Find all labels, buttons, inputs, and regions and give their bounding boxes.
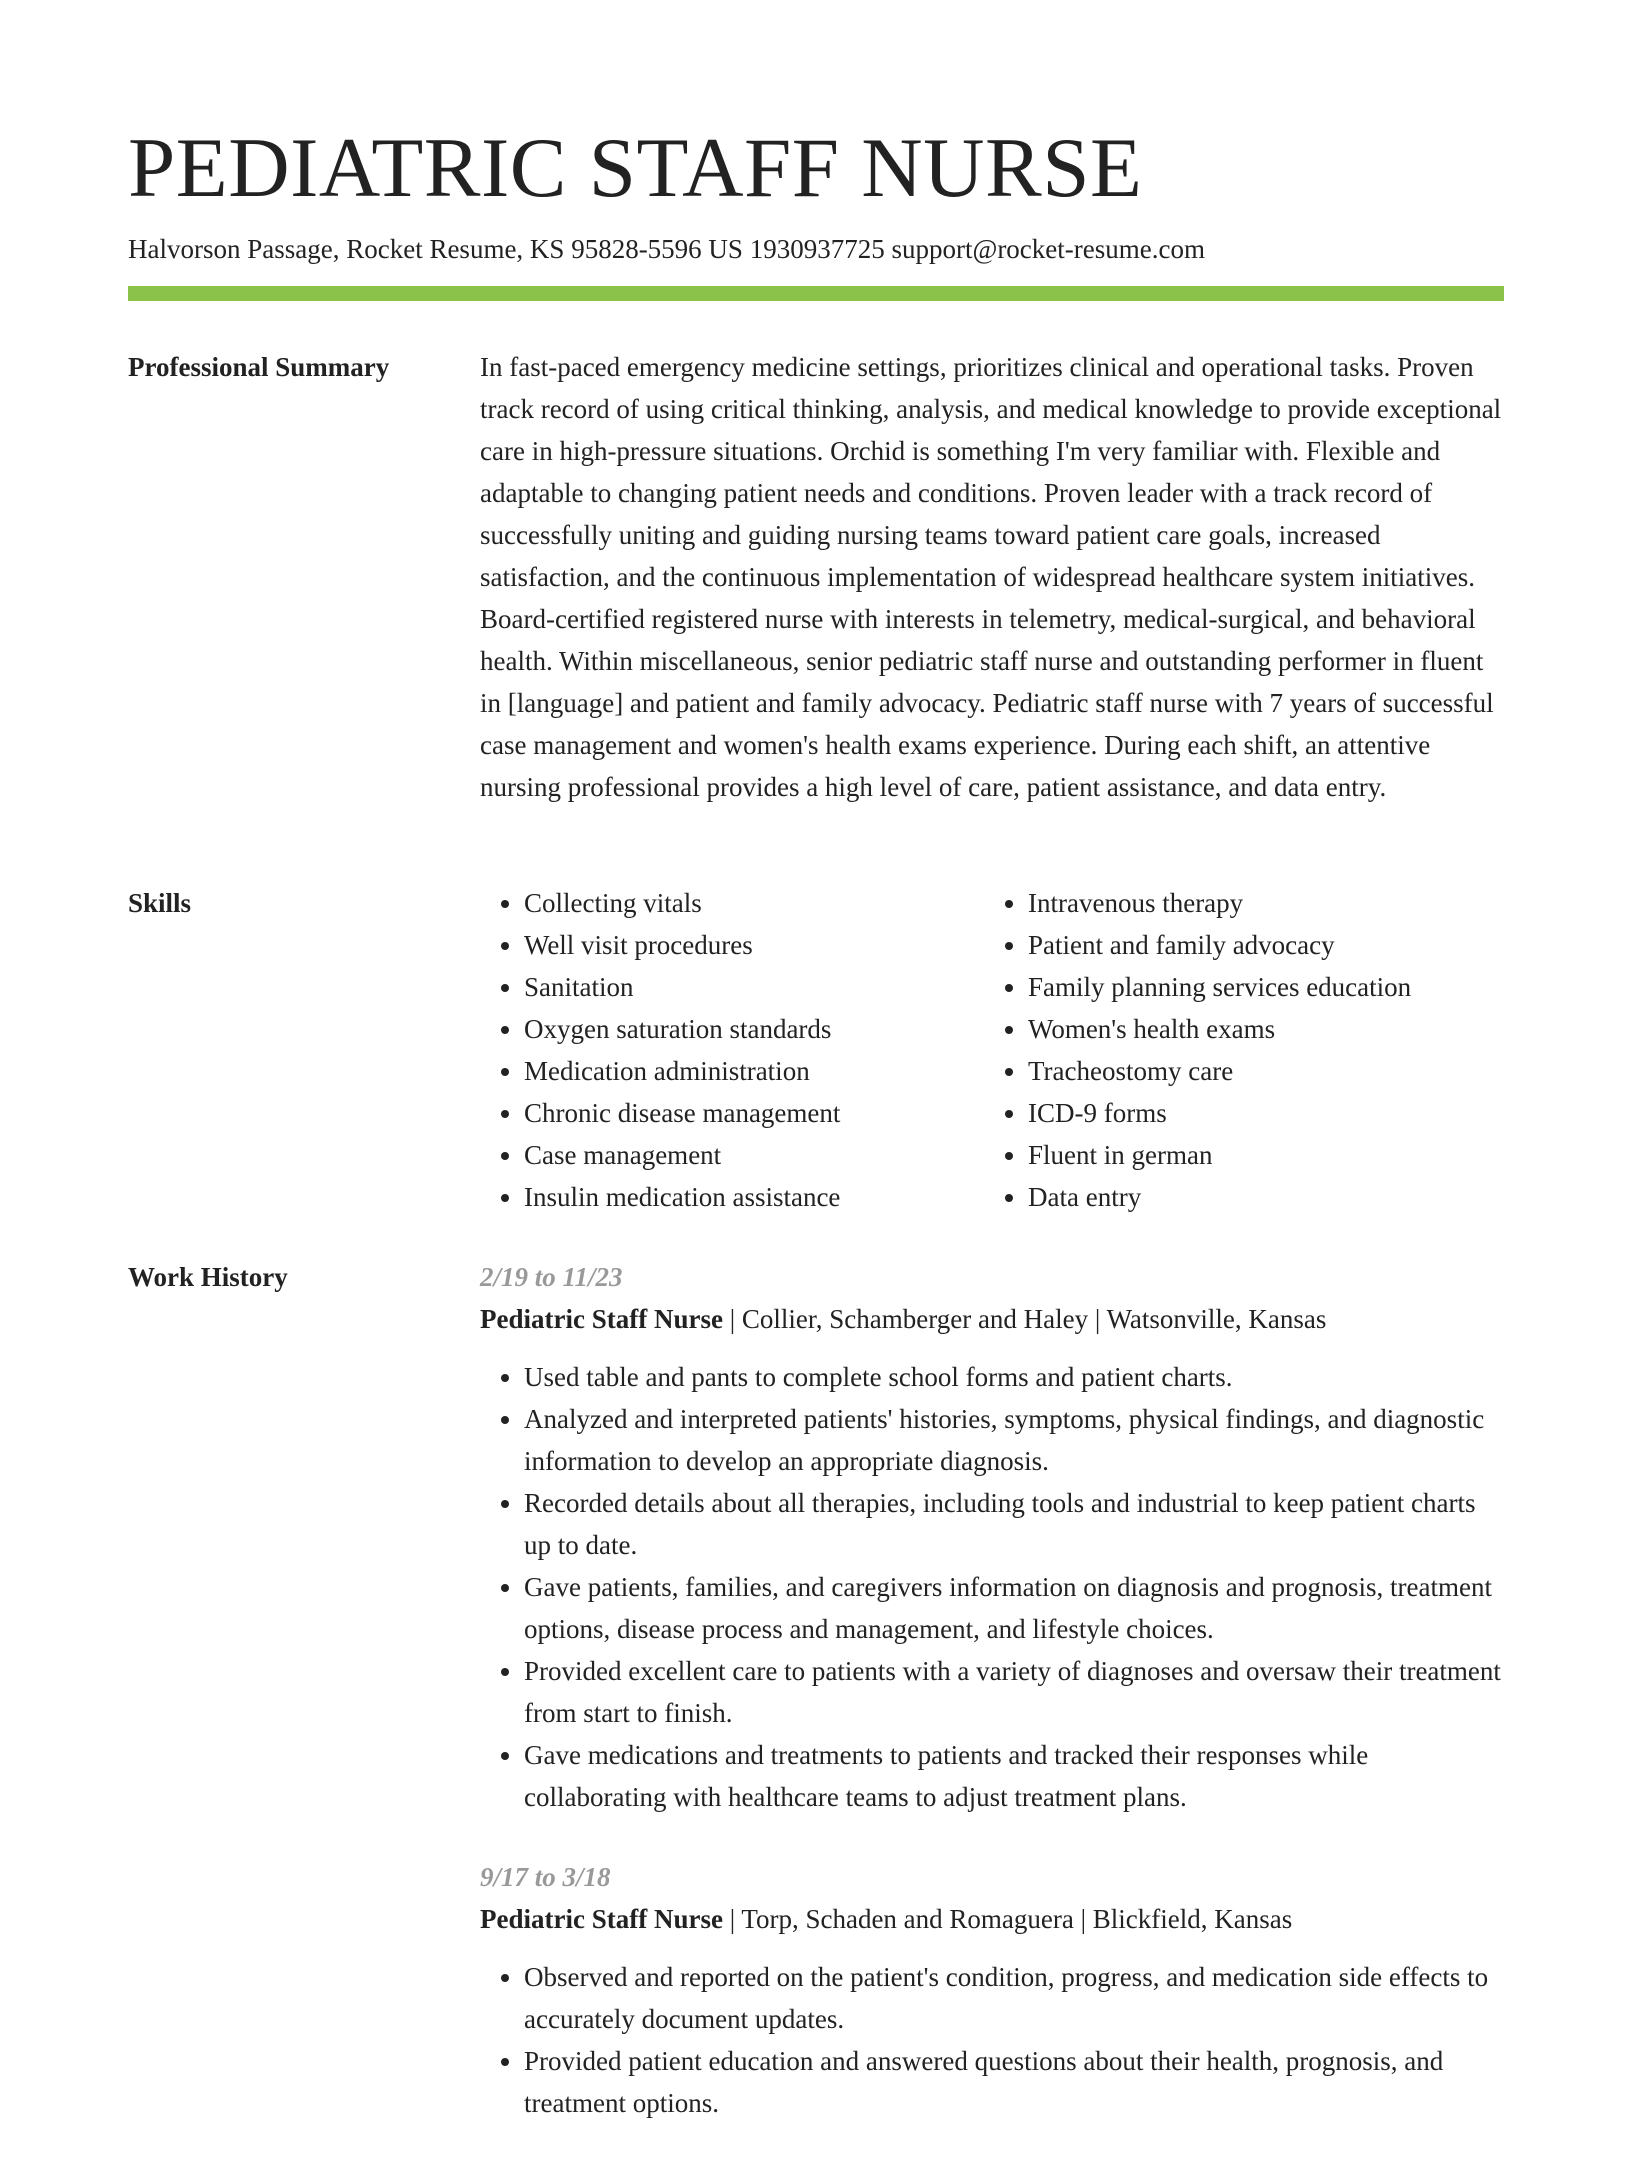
job-title: Pediatric Staff Nurse: [480, 1904, 723, 1934]
job-bullet: • Provided patient education and answered questions about their health, prognosis, and treatment options.: [524, 2040, 1504, 2124]
job-details: | Collier, Schamberger and Haley | Watsonville, Kansas: [722, 1304, 1327, 1334]
skill-item: • Fluent in german: [1028, 1134, 1488, 1176]
job-bullet: • Used table and pants to complete school forms and patient charts.: [524, 1356, 1504, 1398]
contact-info: Halvorson Passage, Rocket Resume, KS 95828-5596 US 1930937725 support@rocket-resume.com: [128, 234, 1205, 264]
skill-item: • Tracheostomy care: [1028, 1050, 1488, 1092]
job-bullet-list: [480, 1356, 1504, 1818]
job-entry: [480, 1856, 1504, 2124]
job-bullet: • Analyzed and interpreted patients' histories, symptoms, physical findings, and diagnostic information to develop an appropriate diagnosis.: [524, 1398, 1504, 1482]
skill-item: • Well visit procedures: [524, 924, 984, 966]
skills-columns: [480, 882, 1504, 1218]
work-history-heading: Work History: [128, 1262, 288, 1292]
work-history-body: [480, 1256, 1504, 2162]
skill-item: • Chronic disease management: [524, 1092, 984, 1134]
skill-item: • Insulin medication assistance: [524, 1176, 984, 1218]
job-bullet: • Gave medications and treatments to patients and tracked their responses while collaborating with healthcare teams to adjust treatment plans.: [524, 1734, 1504, 1818]
skill-item: • Data entry: [1028, 1176, 1488, 1218]
skills-heading: Skills: [128, 888, 192, 918]
job-dates: 9/17 to 3/18: [480, 1862, 611, 1892]
skill-item: • Family planning services education: [1028, 966, 1488, 1008]
skill-item: • Medication administration: [524, 1050, 984, 1092]
job-dates: 2/19 to 11/23: [480, 1262, 623, 1292]
skill-item: • Collecting vitals: [524, 882, 984, 924]
skill-item: • Oxygen saturation standards: [524, 1008, 984, 1050]
job-bullet: • Observed and reported on the patient's condition, progress, and medication side effects to accurately document updates.: [524, 1956, 1504, 2040]
skill-item: • Intravenous therapy: [1028, 882, 1488, 924]
job-entry: [480, 1256, 1504, 1818]
skill-item: • ICD-9 forms: [1028, 1092, 1488, 1134]
skill-item: • Case management: [524, 1134, 984, 1176]
skills-body: [480, 882, 1504, 1218]
resume-title: PEDIATRIC STAFF NURSE: [128, 121, 1143, 215]
skill-item: • Sanitation: [524, 966, 984, 1008]
job-heading: [480, 1298, 1504, 1340]
summary-text: In fast-paced emergency medicine settings, prioritizes clinical and operational tasks. Proven track record of using critical thinking, analysis, and medical knowledge to provide exceptional care in high-pressure situations. Orchid is something I'm very familiar with. Flexible and adaptable to changing patient needs and conditions. Proven leader with a track record of successfully uniting and guiding nursing teams toward patient care goals, increased satisfaction, and the continuous implementation of widespread healthcare system initiatives. Board-certified registered nurse with interests in telemetry, medical-surgical, and behavioral health. Within miscellaneous, senior pediatric staff nurse and outstanding performer in fluent in [language] and patient and family advocacy. Pediatric staff nurse with 7 years of successful case management and women's health exams experience. During each shift, an attentive nursing professional provides a high level of care, patient assistance, and data entry.: [480, 352, 1502, 802]
job-title: Pediatric Staff Nurse: [480, 1304, 723, 1334]
job-details: | Torp, Schaden and Romaguera | Blickfield, Kansas: [722, 1904, 1293, 1934]
accent-divider: [128, 286, 1504, 301]
job-bullet: • Gave patients, families, and caregivers information on diagnosis and prognosis, treatment options, disease process and management, and lifestyle choices.: [524, 1566, 1504, 1650]
job-bullet-list: [480, 1956, 1504, 2124]
skill-item: • Women's health exams: [1028, 1008, 1488, 1050]
job-bullet: • Provided excellent care to patients with a variety of diagnoses and oversaw their treatment from start to finish.: [524, 1650, 1504, 1734]
skills-list-left: [480, 882, 984, 1218]
job-heading: [480, 1898, 1504, 1940]
summary-heading: Professional Summary: [128, 352, 390, 382]
skills-list-right: [984, 882, 1488, 1218]
job-bullet: • Recorded details about all therapies, including tools and industrial to keep patient charts up to date.: [524, 1482, 1504, 1566]
skill-item: • Patient and family advocacy: [1028, 924, 1488, 966]
summary-body: [480, 346, 1504, 808]
